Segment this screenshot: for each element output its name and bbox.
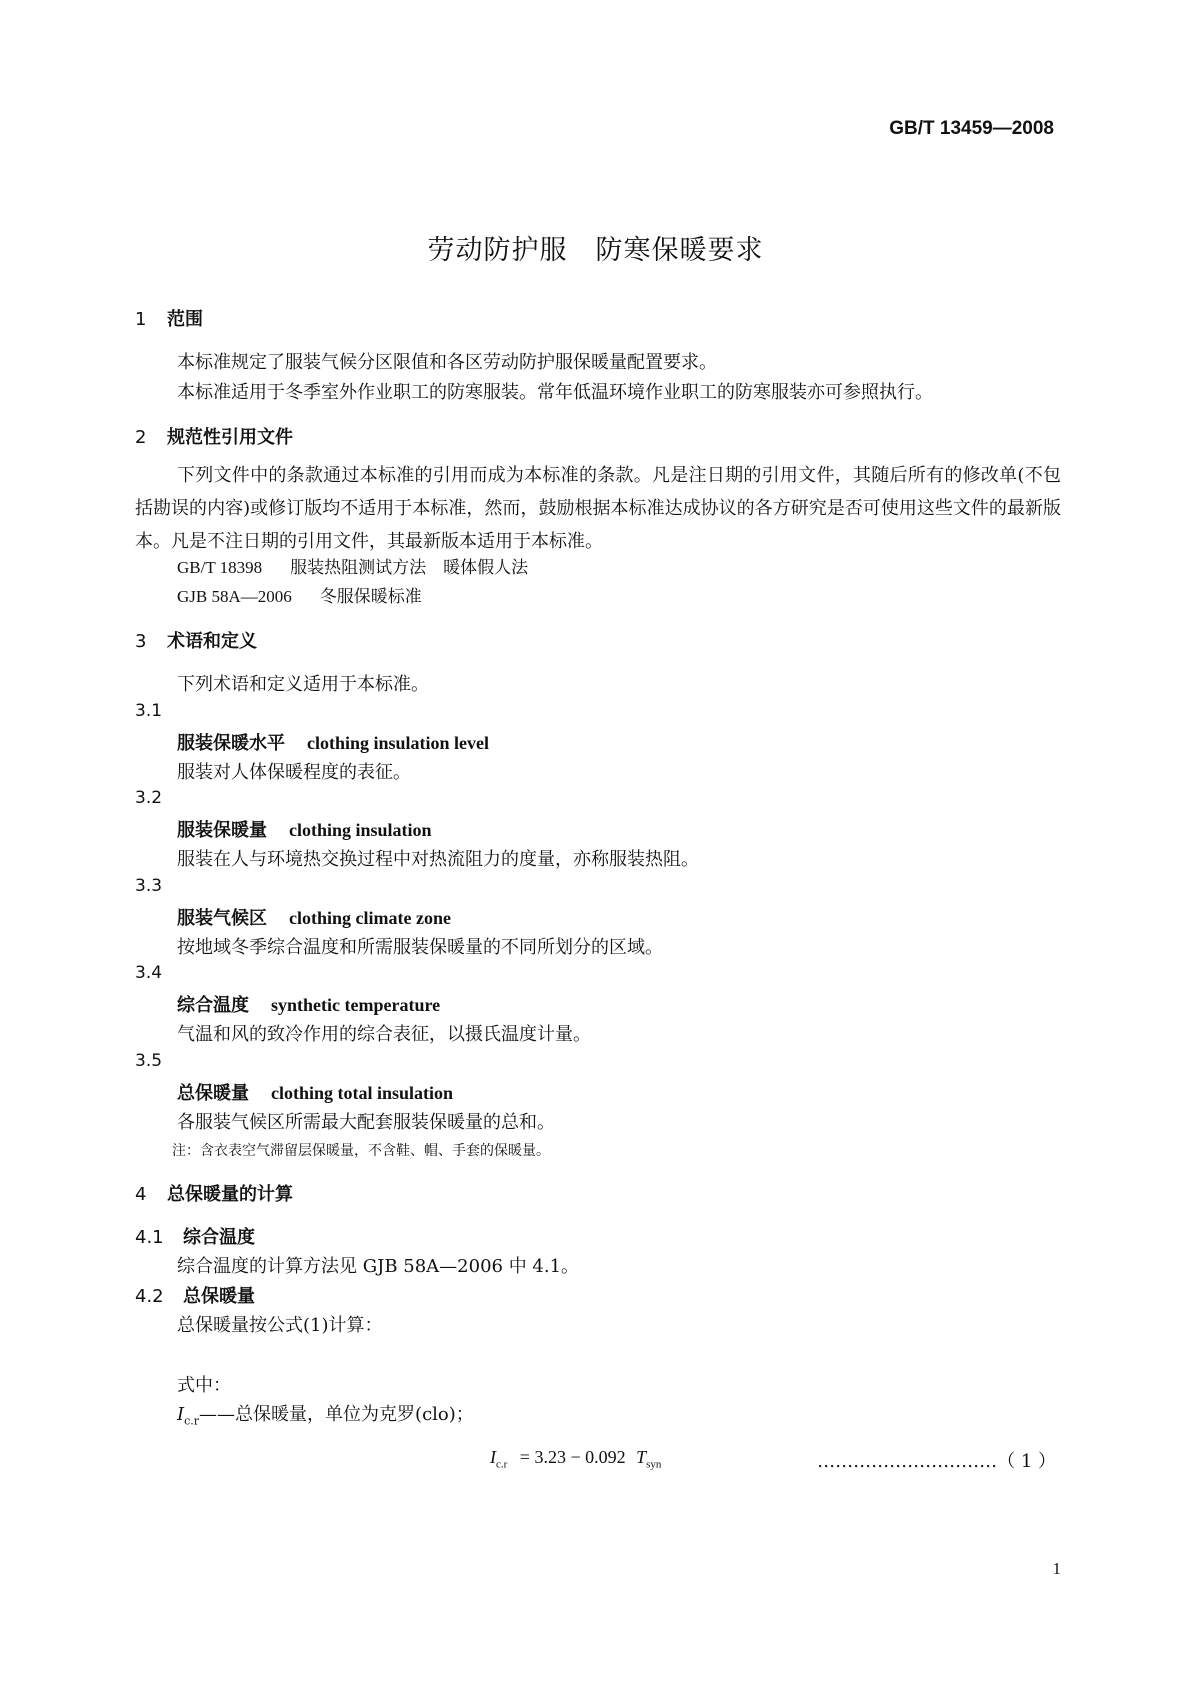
term-definition: 气温和风的致冷作用的综合表征，以摄氏温度计量。 bbox=[177, 1024, 591, 1045]
term-number: 3.1 bbox=[135, 701, 163, 721]
reference-item bbox=[177, 582, 422, 607]
reference-code: GB/T 18398 bbox=[177, 558, 263, 577]
section-title: 总保暖量的计算 bbox=[167, 1184, 293, 1205]
term-definition: 服装在人与环境热交换过程中对热流阻力的度量，亦称服装热阻。 bbox=[177, 849, 699, 870]
reference-code: GJB 58A—2006 bbox=[177, 587, 292, 606]
section-number: 4 bbox=[135, 1184, 147, 1205]
section-number: 1 bbox=[135, 309, 147, 330]
subsection-heading: 4.1 综合温度 bbox=[135, 1227, 255, 1248]
section-4-heading bbox=[135, 1180, 293, 1206]
reference-title: 冬服保暖标准 bbox=[319, 587, 422, 606]
term-heading: 服装保暖水平 clothing insulation level bbox=[177, 733, 490, 754]
term-definition: 服装对人体保暖程度的表征。 bbox=[177, 762, 411, 783]
section-3-heading bbox=[135, 627, 257, 653]
where-label: 式中： bbox=[177, 1375, 231, 1396]
term-number: 3.2 bbox=[135, 788, 163, 808]
section-title: 规范性引用文件 bbox=[167, 427, 293, 448]
term-number: 3.5 bbox=[135, 1051, 163, 1071]
section-1-heading bbox=[135, 305, 203, 331]
paragraph: 本标准适用于冬季室外作业职工的防寒服装。常年低温环境作业职工的防寒服装亦可参照执行。 bbox=[177, 382, 933, 403]
section-title: 术语和定义 bbox=[167, 631, 257, 652]
equation-number: …………………………（ 1 ） bbox=[817, 1451, 1056, 1472]
term-heading: 服装气候区 clothing climate zone bbox=[177, 908, 451, 929]
page-number: 1 bbox=[1052, 1559, 1061, 1578]
term-definition: 各服装气候区所需最大配套服装保暖量的总和。 bbox=[177, 1112, 555, 1133]
note: 注：含衣表空气滞留层保暖量，不含鞋、帽、手套的保暖量。 bbox=[172, 1143, 550, 1159]
term-heading: 总保暖量 clothing total insulation bbox=[177, 1083, 454, 1104]
section-title: 范围 bbox=[167, 309, 203, 330]
subsection-heading: 4.2 总保暖量 bbox=[135, 1286, 255, 1307]
paragraph: 综合温度的计算方法见 GJB 58A—2006 中 4.1。 bbox=[177, 1256, 580, 1277]
reference-title: 服装热阻测试方法 暖体假人法 bbox=[290, 558, 529, 577]
paragraph: 总保暖量按公式(1)计算： bbox=[177, 1315, 383, 1336]
term-heading: 服装保暖量 clothing insulation bbox=[177, 820, 432, 841]
paragraph: 本标准规定了服装气候分区限值和各区劳动防护服保暖量配置要求。 bbox=[177, 352, 717, 373]
variable-definition: $I_{c.r}——$总保暖量，单位为克罗(clo)； bbox=[177, 1404, 474, 1428]
reference-item bbox=[177, 553, 528, 578]
section-number: 3 bbox=[135, 631, 147, 652]
section-number: 2 bbox=[135, 427, 147, 448]
section-2-heading bbox=[135, 423, 293, 449]
term-definition: 按地域冬季综合温度和所需服装保暖量的不同所划分的区域。 bbox=[177, 937, 663, 958]
term-heading: 综合温度 synthetic temperature bbox=[177, 995, 441, 1016]
document-title: 劳动防护服 防寒保暖要求 bbox=[427, 235, 764, 266]
paragraph: 下列文件中的条款通过本标准的引用而成为本标准的条款。凡是注日期的引用文件，其随后所有的修改单(不包括勘误的内容)或修订版均不适用于本标准，然而，鼓励根据本标准达成协议的各方研究是否可使用这些文件的最新版本。凡是不注日期的引用文件，其最新版本适用于本标准。 bbox=[135, 465, 1061, 552]
term-number: 3.3 bbox=[135, 876, 163, 896]
standard-number: GB/T 13459—2008 bbox=[889, 118, 1054, 139]
formula: $I_{c.r} = 3.23 - 0.092$ $T_{syn}$ bbox=[490, 1447, 662, 1471]
paragraph: 下列术语和定义适用于本标准。 bbox=[177, 674, 429, 695]
term-number: 3.4 bbox=[135, 963, 163, 983]
